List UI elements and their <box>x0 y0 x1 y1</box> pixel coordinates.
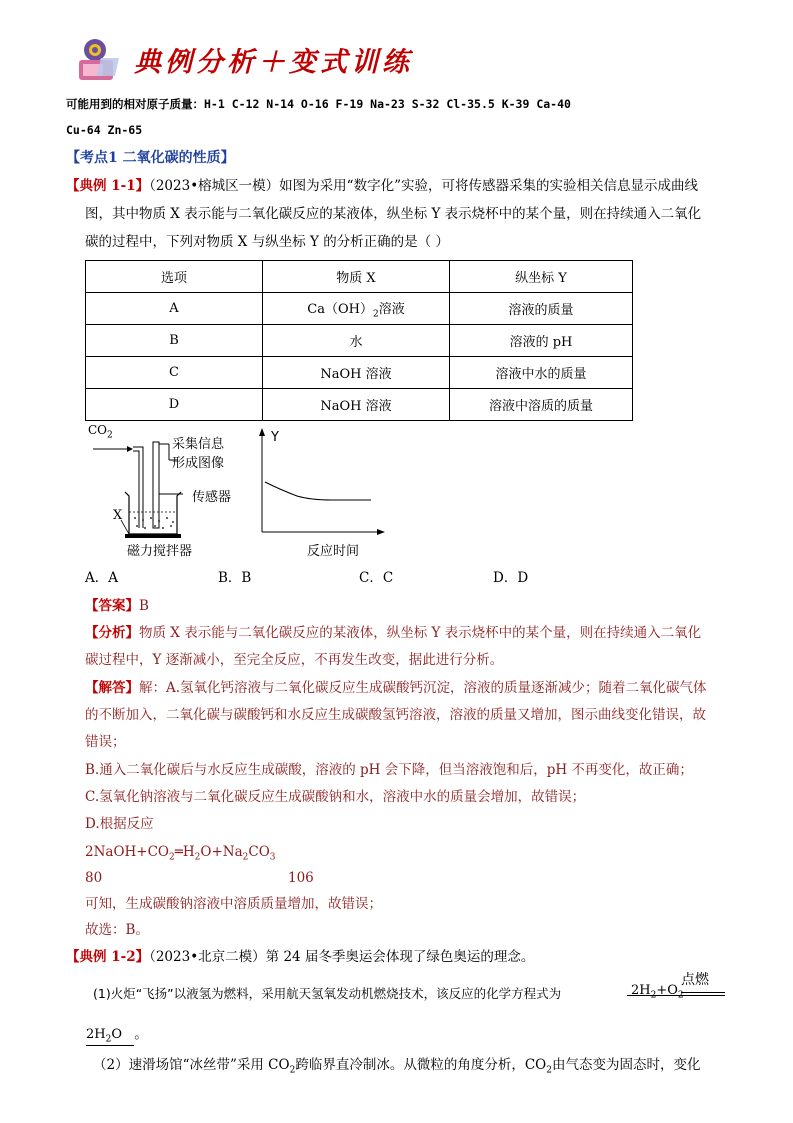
answer-line: 【答案】B <box>85 598 149 614</box>
table-cell: 水 <box>263 325 450 357</box>
example-1-1-line2: 图，其中物质 X 表示能与二氧化碳反应的某液体，纵坐标 Y 表示烧杯中的某个量，则在持续通入二氧化 <box>85 206 702 222</box>
logo-icon <box>73 36 127 84</box>
reaction-equation-right: $2H_2O$ 。 <box>86 1027 148 1045</box>
solution-d: D.根据反应 <box>85 816 154 832</box>
table-header-cell: 选项 <box>86 261 263 293</box>
table-cell: NaOH 溶液 <box>263 389 450 421</box>
sensor-label: 传感器 <box>192 490 232 505</box>
solution-c: C.氢氧化钠溶液与二氧化碳反应生成碳酸钠和水，溶液中水的质量会增加，故错误； <box>85 789 586 805</box>
table-header-cell: 物质 X <box>263 261 450 293</box>
conclusion-line: 可知，生成碳酸钠溶液中溶质质量增加，故错误； <box>85 896 382 912</box>
example-1-2-q2: （2）速滑场馆“冰丝带”采用 $CO_2$跨临界直冷制冰。从微粒的角度分析，$CO_2$由气态变为固态时，变化 <box>93 1057 701 1076</box>
x-label: X <box>113 508 123 523</box>
reaction-equation-left: $2H_2+O_2$ 点燃 <box>627 971 725 997</box>
table-cell: D <box>86 389 263 421</box>
solution-b: B.通入二氧化碳后与水反应生成碳酸，溶液的 pH 会下降，但当溶液饱和后，pH 不再变化，故正确； <box>85 762 693 778</box>
example-1-1-line3: 碳的过程中，下列对物质 X 与纵坐标 Y 的分析正确的是（ ） <box>85 234 449 250</box>
atomic-masses-line1: 可能用到的相对原子质量：H-1 C-12 N-14 O-16 F-19 Na-23 S-32 Cl-35.5 K-39 Ca-40 <box>66 97 571 111</box>
solution-line2: 的不断加入，二氧化碳与碳酸钙和水反应生成碳酸氢钙溶液，溶液的质量又增加，图示曲线变化错误，故 <box>85 707 706 723</box>
choice-b: B．B <box>218 570 252 586</box>
table-cell: 溶液中水的质量 <box>450 357 633 389</box>
example-1-2-line1: 【典例 1-2】（2023•北京二模）第 24 届冬季奥运会体现了绿色奥运的理念。 <box>66 949 535 965</box>
y-axis-label: Y <box>271 430 279 445</box>
example-tag: 【典例 1-1】 <box>66 178 150 194</box>
options-table <box>85 260 633 421</box>
table-row <box>86 325 633 357</box>
example-1-2-q1: (1)火炬“飞扬”以液氢为燃料，采用航天氢氧发动机燃烧技术，该反应的化学方程式为 <box>93 986 562 1001</box>
co2-label: $CO_2$ <box>88 423 113 441</box>
table-row <box>86 293 633 325</box>
image-label: 形成图像 <box>172 456 225 471</box>
page-title: 典例分析＋变式训练 <box>134 47 413 78</box>
mass-80: 80 <box>85 870 103 886</box>
analysis-line1: 【分析】物质 X 表示能与二氧化碳反应的某液体，纵坐标 Y 表示烧杯中的某个量，则在持续通入二氧化 <box>85 625 702 641</box>
table-cell: B <box>86 325 263 357</box>
table-header-cell: 纵坐标 Y <box>450 261 633 293</box>
stirrer-label: 磁力搅拌器 <box>127 544 193 559</box>
choice-c: C．C <box>359 570 394 586</box>
choice-a: A．A <box>85 570 118 586</box>
example-1-1-line1: 【典例 1-1】（2023•榕城区一模）如图为采用“数字化”实验，可将传感器采集的实验相关信息显示成曲线 <box>66 178 698 194</box>
choice-d: D．D <box>493 570 529 586</box>
atomic-masses-line2: Cu-64 Zn-65 <box>66 123 143 137</box>
table-row <box>86 389 633 421</box>
section-title: 【考点1 二氧化碳的性质】 <box>66 150 235 166</box>
collect-label: 采集信息 <box>172 437 225 452</box>
table-header-row <box>86 261 633 293</box>
mass-106: 106 <box>288 870 314 886</box>
table-cell: 溶液中溶质的质量 <box>450 389 633 421</box>
table-cell: $Ca(OH)_2$溶液 <box>263 293 450 325</box>
table-cell: C <box>86 357 263 389</box>
table-cell: NaOH 溶液 <box>263 357 450 389</box>
table-row <box>86 357 633 389</box>
table-cell: 溶液的质量 <box>450 293 633 325</box>
solution-line1: 【解答】解：A.氢氧化钙溶液与二氧化碳反应生成碳酸钙沉淀，溶液的质量逐渐减少；随着二氧化碳气体 <box>85 680 707 696</box>
solution-line3: 错误； <box>85 734 126 750</box>
equation-line: $2NaOH+CO_2═H_2O+Na_2CO_3$ <box>85 844 276 863</box>
table-cell: A <box>86 293 263 325</box>
final-answer: 故选：B。 <box>85 922 149 938</box>
table-cell: 溶液的 pH <box>450 325 633 357</box>
analysis-line2: 碳过程中，Y 逐渐减小，至完全反应，不再发生改变，据此进行分析。 <box>85 652 504 668</box>
x-axis-label: 反应时间 <box>307 544 360 559</box>
